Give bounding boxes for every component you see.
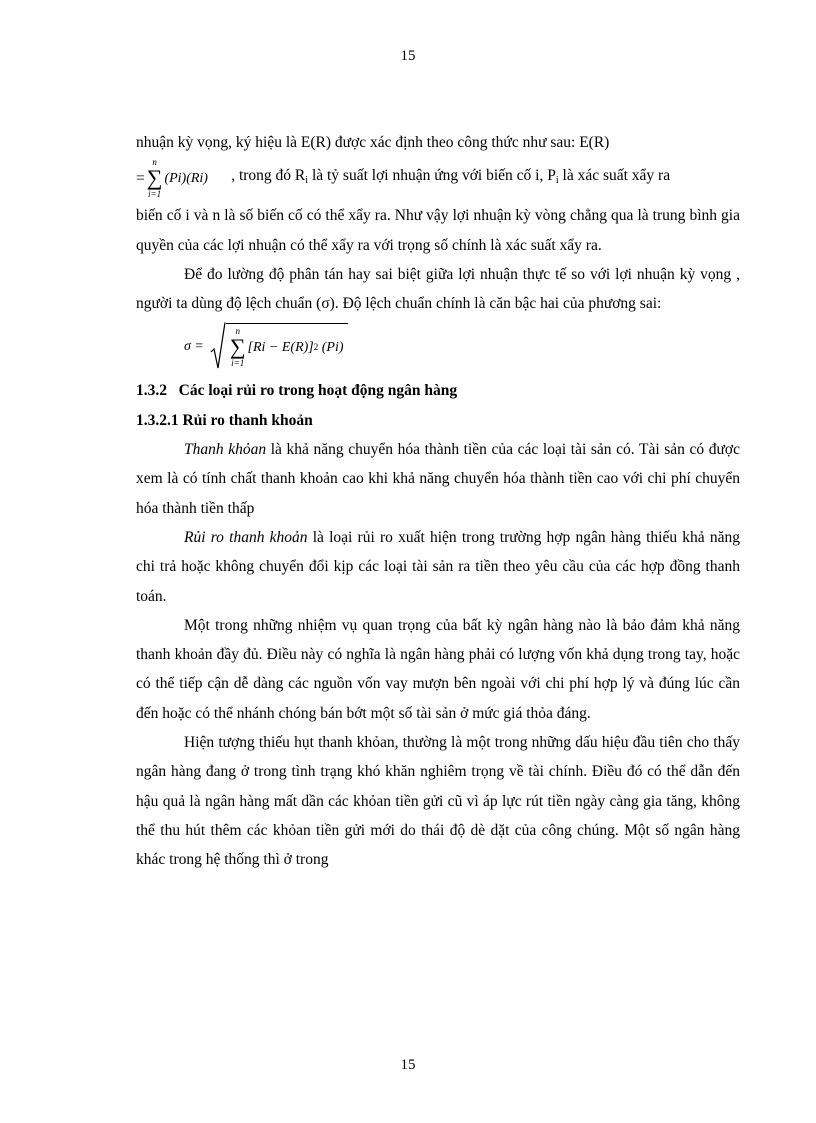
section-heading-1-3-2-1: 1.3.2.1 Rủi ro thanh khoản	[136, 411, 313, 429]
eq1-subscript-2: i	[555, 175, 559, 187]
page-number-top: 15	[400, 48, 416, 64]
eq1-term: (Pi)(Ri)	[164, 170, 208, 186]
paragraph-1-rest: biến cố i và n là số biến cố có thể xẩy ra. Như vậy lợi nhuận kỳ vòng chẳng qua là trung bình gia quyền của các lợi nhuận có thể xẩy ra với trọng số chính là xác suất xẩy ra.	[136, 207, 740, 254]
eq1-sigma-symbol: ∑	[146, 165, 163, 191]
eq1-lower-limit: i=1	[148, 189, 162, 200]
paragraph-4	[136, 523, 740, 611]
standard-deviation-formula	[136, 318, 740, 374]
expected-return-formula	[136, 151, 740, 205]
eq2-upper-limit: n	[235, 326, 240, 337]
paragraph-2: Để đo lường độ phân tán hay sai biệt giữa lợi nhuận thực tế so với lợi nhuận kỳ vọng , người ta dùng độ lệch chuẩn (σ). Độ lệch chuẩn chính là căn bậc hai của phương sai:	[136, 265, 740, 313]
eq2-summation	[230, 326, 246, 368]
paragraph-3-text: là khả năng chuyển hóa thành tiền của các loại tài sản có. Tài sản có được xem là có tính chất thanh khoản cao khi khả năng chuyển hóa thành tiền cao với chi phí chuyển hóa thành tiền thấp	[136, 441, 740, 517]
eq2-tail: (Pi)	[318, 339, 344, 355]
eq1-mid-text: là tỷ suất lợi nhuận ứng với biến cố i, P	[308, 167, 556, 185]
eq2-lhs: σ =	[184, 338, 204, 354]
radical-sign-icon	[210, 322, 226, 370]
paragraph-1-line-1: nhuận kỳ vọng, ký hiệu là E(R) được xác định theo công thức như sau: E(R)	[136, 134, 610, 151]
eq2-lower-limit: i=1	[231, 358, 245, 369]
term-thanh-khoan: Thanh khỏan	[184, 441, 267, 459]
eq1-upper-limit: n	[152, 157, 157, 168]
paragraph-3	[136, 435, 740, 523]
document-body	[136, 128, 740, 875]
eq1-summation	[147, 157, 163, 199]
eq2-bracket-term: [Ri − E(R)]	[247, 339, 314, 355]
eq2-sigma-symbol: ∑	[229, 334, 246, 360]
paragraph-6: Hiện tượng thiếu hụt thanh khỏan, thường là một trong những dấu hiệu đầu tiên cho thấy ngân hàng đang ở trong tình trạng khó khăn nghiêm trọng về tài chính. Điều đó có thể dẫn đến hậu quả là ngân hàng mất dần các khỏan tiền gửi cũ vì áp lực rút tiền ngày càng gia tăng, không thể thu hút thêm các khỏan tiền gửi mới do thái độ dè dặt của công chúng. Một số ngân hàng khác trong hệ thống thì ở trong	[136, 734, 740, 869]
page-number-bottom: 15	[400, 1057, 416, 1073]
eq2-radicand	[226, 323, 348, 371]
eq1-equals: =	[136, 169, 145, 187]
paragraph-5: Một trong những nhiệm vụ quan trọng của bất kỳ ngân hàng nào là bảo đảm khả năng thanh khoản đầy đủ. Điều này có nghĩa là ngân hàng phải có lượng vốn khả dụng trong tay, hoặc có thể tiếp cận dễ dàng các nguồn vốn vay mượn bên ngoài với chi phí hợp lý và đúng lúc cần đến hoặc có thể nhánh chóng bán bớt một số tài sản ở mức giá thỏa đáng.	[136, 616, 740, 722]
eq1-end-text: là xác suất xẩy ra	[558, 167, 671, 185]
paragraph-4-text: là loại rủi ro xuất hiện trong trường hợp ngân hàng thiếu khả năng chi trả hoặc không chuyển đổi kịp các loại tài sản ra tiền theo yêu cầu của các hợp đồng thanh toán.	[136, 528, 741, 605]
term-rui-ro-thanh-khoan: Rủi ro thanh khoản	[184, 528, 308, 546]
eq1-subscript-1: i	[305, 175, 309, 187]
eq2-square-root	[210, 322, 348, 371]
eq1-tail-text: , trong đó R	[231, 167, 306, 185]
eq2-exponent: 2	[313, 341, 319, 352]
section-heading-1-3-2: 1.3.2 Các loại rủi ro trong hoạt động ngân hàng	[136, 382, 458, 400]
